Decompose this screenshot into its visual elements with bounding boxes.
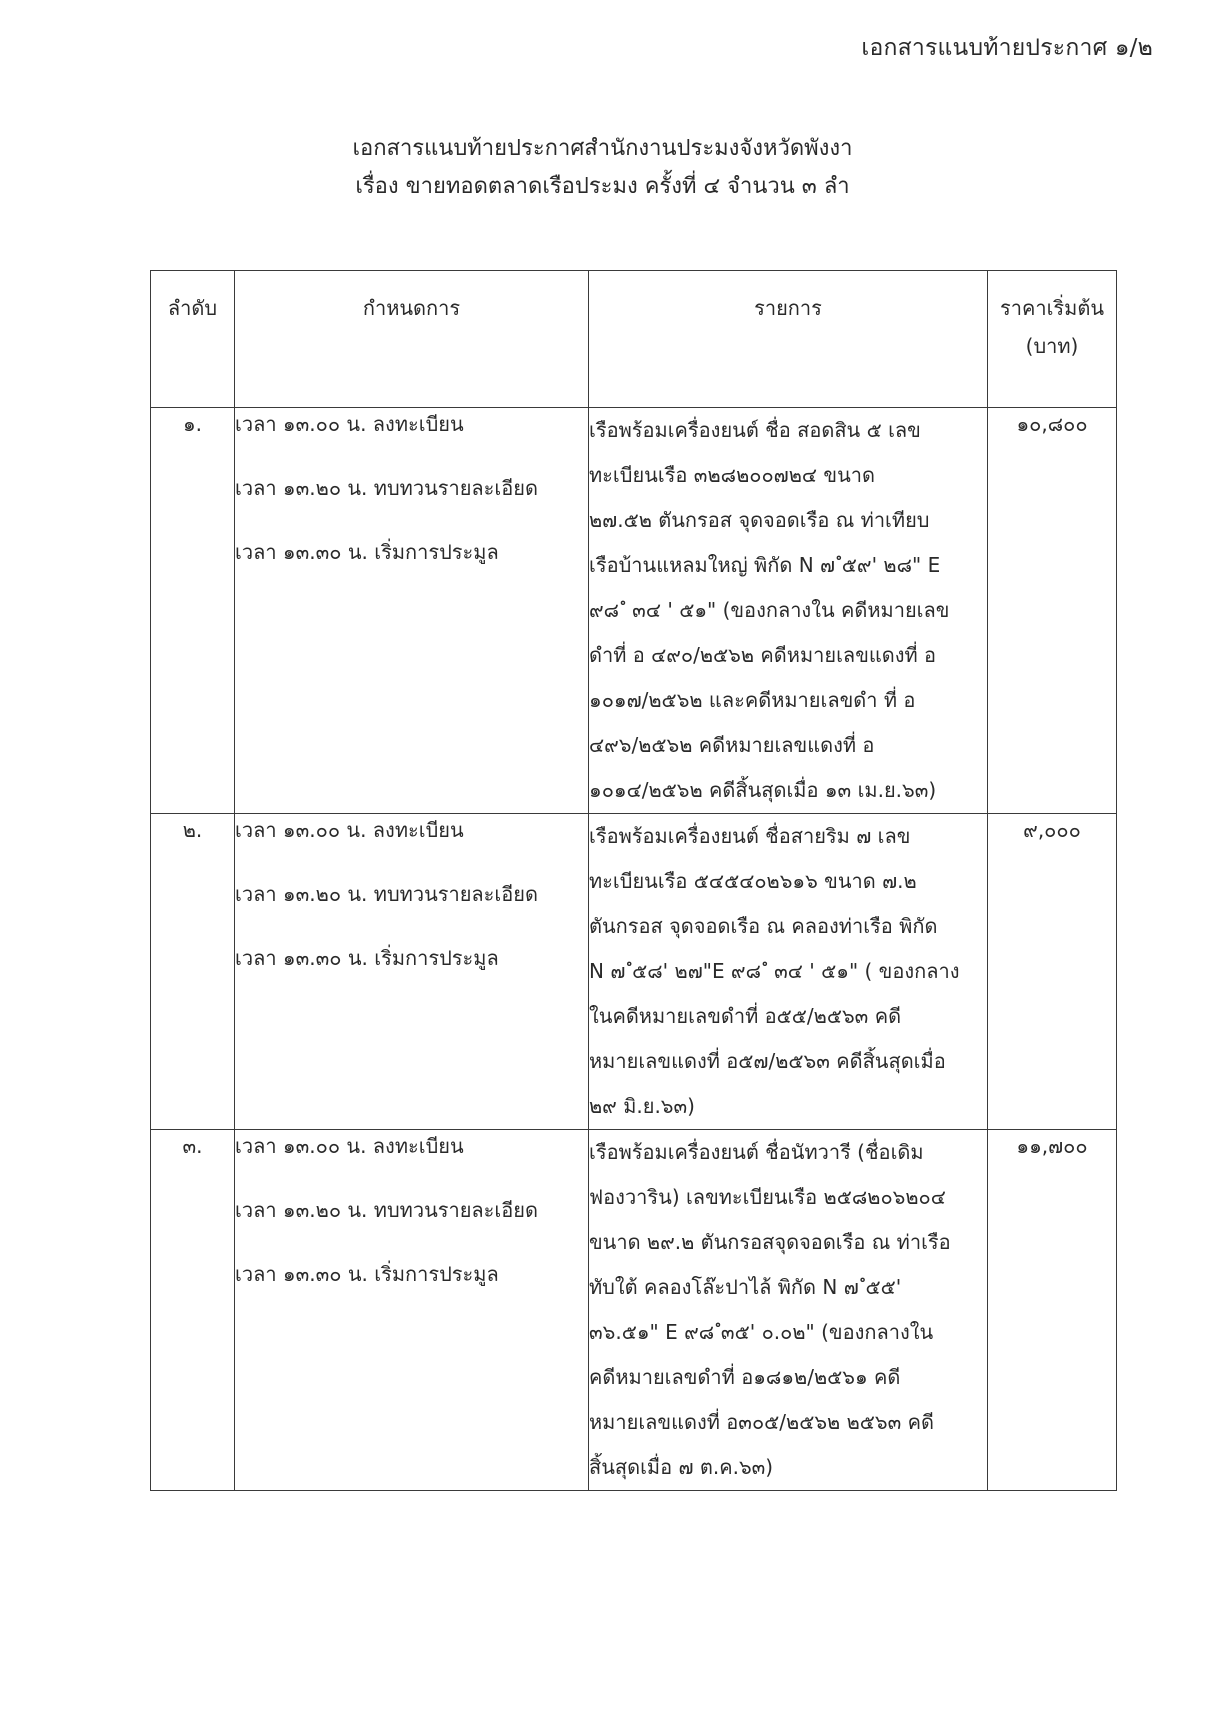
item-line: เรือพร้อมเครื่องยนต์ ชื่อสายริม ๗ เลข [589, 824, 911, 848]
item-line: ทับใต้ คลองโล๊ะปาไล้ พิกัด N ๗ ํ๕๕' [589, 1275, 902, 1299]
row-item-description [589, 1130, 988, 1491]
row-number: ๓. [151, 1130, 235, 1491]
item-line: เรือบ้านแหลมใหญ่ พิกัด N ๗ ํ๕๙' ๒๘" E [589, 553, 941, 577]
auction-table [150, 270, 1117, 1491]
schedule-line: เวลา ๑๓.๐๐ น. ลงทะเบียน [235, 412, 464, 436]
page-label: เอกสารแนบท้ายประกาศ ๑/๒ [861, 35, 1153, 61]
title-line-1: เอกสารแนบท้ายประกาศสำนักงานประมงจังหวัดพังงา [352, 136, 853, 161]
item-line: หมายเลขแดงที่ อ๕๗/๒๕๖๓ คดีสิ้นสุดเมื่อ [589, 1049, 946, 1073]
item-line: ๑๐๑๔/๒๕๖๒ คดีสิ้นสุดเมื่อ ๑๓ เม.ย.๖๓) [589, 778, 937, 802]
item-line: สิ้นสุดเมื่อ ๗ ต.ค.๖๓) [589, 1455, 774, 1479]
table-row [151, 408, 1117, 814]
header-schedule: กำหนดการ [235, 271, 589, 408]
item-line: ๑๐๑๗/๒๕๖๒ และคดีหมายเลขดำ ที่ อ [589, 688, 916, 712]
schedule-line: เวลา ๑๓.๐๐ น. ลงทะเบียน [235, 1134, 464, 1158]
row-item-description [589, 408, 988, 814]
item-line: ดำที่ อ ๔๙๐/๒๕๖๒ คดีหมายเลขแดงที่ อ [589, 643, 937, 667]
item-line: ตันกรอส จุดจอดเรือ ณ คลองท่าเรือ พิกัด [589, 914, 938, 938]
table-row [151, 814, 1117, 1130]
schedule-line: เวลา ๑๓.๒๐ น. ทบทวนรายละเอียด [235, 882, 538, 906]
row-schedule [235, 408, 589, 814]
title-line-2: เรื่อง ขายทอดตลาดเรือประมง ครั้งที่ ๔ จำนวน ๓ ลำ [355, 174, 850, 199]
item-line: ๒๗.๕๒ ตันกรอส จุดจอดเรือ ณ ท่าเทียบ [589, 508, 930, 532]
item-line: เรือพร้อมเครื่องยนต์ ชื่อ สอดสิน ๕ เลข [589, 418, 921, 442]
row-starting-price: ๑๑,๗๐๐ [988, 1130, 1117, 1491]
header-price [988, 271, 1117, 408]
schedule-line: เวลา ๑๓.๓๐ น. เริ่มการประมูล [235, 1262, 499, 1286]
item-line: N ๗ ํ๕๘' ๒๗"E ๙๘ ํ ๓๔ ' ๕๑" ( ของกลาง [589, 959, 960, 983]
header-item: รายการ [589, 271, 988, 408]
item-line: คดีหมายเลขดำที่ อ๑๘๑๒/๒๕๖๑ คดี [589, 1365, 901, 1389]
item-line: เรือพร้อมเครื่องยนต์ ชื่อนัทวารี (ชื่อเดิม [589, 1140, 924, 1164]
row-number: ๒. [151, 814, 235, 1130]
row-starting-price: ๙,๐๐๐ [988, 814, 1117, 1130]
schedule-line: เวลา ๑๓.๐๐ น. ลงทะเบียน [235, 818, 464, 842]
item-line: ฟองวาริน) เลขทะเบียนเรือ ๒๕๘๒๐๖๒๐๔ [589, 1185, 946, 1209]
row-item-description [589, 814, 988, 1130]
item-line: ๒๙ มิ.ย.๖๓) [589, 1094, 695, 1118]
table-row [151, 1130, 1117, 1491]
table-header-row [151, 271, 1117, 408]
item-line: ทะเบียนเรือ ๕๔๕๔๐๒๖๑๖ ขนาด ๗.๒ [589, 869, 917, 893]
header-no: ลำดับ [151, 271, 235, 408]
item-line: ๔๙๖/๒๕๖๒ คดีหมายเลขแดงที่ อ [589, 733, 875, 757]
header-price-line-1: ราคาเริ่มต้น [999, 296, 1104, 320]
row-schedule [235, 814, 589, 1130]
document-title [0, 130, 1205, 206]
row-starting-price: ๑๐,๘๐๐ [988, 408, 1117, 814]
schedule-line: เวลา ๑๓.๓๐ น. เริ่มการประมูล [235, 946, 499, 970]
item-line: ทะเบียนเรือ ๓๒๘๒๐๐๗๒๔ ขนาด [589, 463, 875, 487]
item-line: ขนาด ๒๙.๒ ตันกรอสจุดจอดเรือ ณ ท่าเรือ [589, 1230, 951, 1254]
schedule-line: เวลา ๑๓.๒๐ น. ทบทวนรายละเอียด [235, 476, 538, 500]
schedule-line: เวลา ๑๓.๓๐ น. เริ่มการประมูล [235, 540, 499, 564]
schedule-line: เวลา ๑๓.๒๐ น. ทบทวนรายละเอียด [235, 1198, 538, 1222]
item-line: หมายเลขแดงที่ อ๓๐๕/๒๕๖๒ ๒๕๖๓ คดี [589, 1410, 934, 1434]
item-line: ๓๖.๕๑" E ๙๘ ํ๓๕' ๐.๐๒" (ของกลางใน [589, 1320, 934, 1344]
row-number: ๑. [151, 408, 235, 814]
header-price-line-2: (บาท) [1025, 334, 1079, 358]
item-line: ๙๘ ํ ๓๔ ' ๕๑" (ของกลางใน คดีหมายเลข [589, 598, 950, 622]
item-line: ในคดีหมายเลขดำที่ อ๕๕/๒๕๖๓ คดี [589, 1004, 902, 1028]
row-schedule [235, 1130, 589, 1491]
